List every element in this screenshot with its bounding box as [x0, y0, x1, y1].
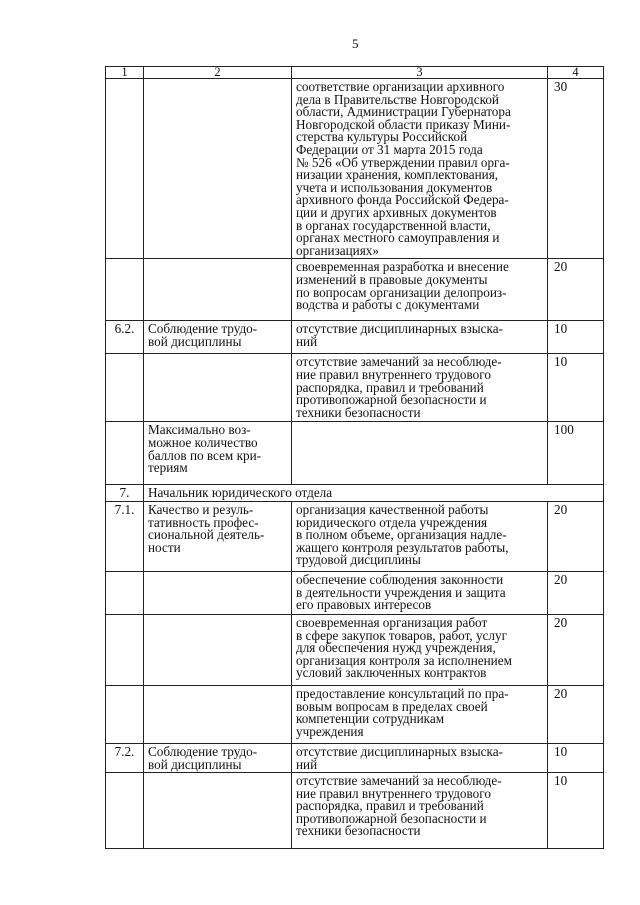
indicator-line: компетенции сотрудникам [296, 711, 445, 727]
indicator-line: отсутствие замечаний за несоблюде- [296, 354, 502, 370]
indicator-line: противопожарной безопасности и [296, 810, 487, 826]
indicator-line: ний [296, 756, 318, 772]
indicator-line: жащего контроля результатов работы, [296, 539, 509, 555]
indicator-line: техники безопасности [296, 404, 421, 420]
row-number [106, 79, 144, 259]
indicator-line: организация контроля за исполнением [296, 652, 512, 668]
indicator-cell [292, 743, 548, 772]
indicator-line: органах местного самоуправления и [296, 230, 500, 246]
indicator-line: Федерации от 31 марта 2015 года [296, 141, 483, 157]
criterion-cell [144, 354, 292, 422]
criterion-line: Максимально воз- [148, 422, 251, 438]
indicator-cell [292, 354, 548, 422]
points-cell: 10 [548, 354, 604, 422]
indicator-cell [292, 571, 548, 614]
indicator-line: № 526 «Об утверждении правил орга- [296, 154, 510, 170]
indicator-line: отсутствие дисциплинарных взыска- [296, 321, 503, 337]
points-cell: 10 [548, 773, 604, 849]
points-cell: 20 [548, 501, 604, 571]
header-cell: 4 [548, 67, 604, 79]
criterion-line: сиональной деятель- [148, 527, 265, 543]
indicator-line: низации хранения, комплектования, [296, 167, 499, 183]
criterion-cell [144, 422, 292, 485]
points-cell: 20 [548, 614, 604, 685]
indicator-line: своевременная организация работ [296, 614, 488, 630]
indicator-line: учета и использования документов [296, 179, 493, 195]
indicator-line: ции и других архивных документов [296, 204, 497, 220]
indicator-line: в сфере закупок товаров, работ, услуг [296, 627, 507, 643]
indicator-line: дела в Правительстве Новгородской [296, 91, 499, 107]
indicator-line: предоставление консультаций по пра- [296, 685, 509, 701]
criteria-table [105, 66, 604, 849]
indicator-line: по вопросам организации делопроиз- [296, 284, 507, 300]
indicator-line: соответствие организации архивного [296, 79, 505, 94]
indicator-cell [292, 773, 548, 849]
indicator-line: ний [296, 333, 318, 349]
indicator-cell [292, 614, 548, 685]
criterion-cell [144, 501, 292, 571]
indicator-cell [292, 685, 548, 743]
section-title: Начальник юридического отдела [144, 485, 604, 502]
row-number [106, 422, 144, 485]
row-number: 7. [106, 485, 144, 502]
indicator-line: архивного фонда Российской Федера- [296, 192, 509, 208]
criterion-line: баллов по всем кри- [148, 447, 262, 463]
page-number: 5 [352, 36, 359, 51]
indicator-line: ние правил внутреннего трудового [296, 785, 491, 801]
indicator-line: юридического отдела учреждения [296, 514, 488, 530]
table-row [106, 685, 604, 743]
table-row [106, 571, 604, 614]
criterion-cell [144, 773, 292, 849]
indicator-cell [292, 501, 548, 571]
indicator-line: отсутствие дисциплинарных взыска- [296, 743, 503, 759]
table-row [106, 614, 604, 685]
indicator-line: области, Администрации Губернатора [296, 104, 511, 120]
row-number [106, 259, 144, 321]
table-row [106, 501, 604, 571]
indicator-line: техники безопасности [296, 823, 421, 839]
row-number [106, 614, 144, 685]
indicator-cell [292, 259, 548, 321]
row-number [106, 685, 144, 743]
indicator-line: трудовой дисциплины [296, 552, 421, 568]
points-cell: 20 [548, 571, 604, 614]
criterion-line: Качество и резуль- [148, 501, 254, 517]
points-cell: 20 [548, 685, 604, 743]
indicator-line: обеспечение соблюдения законности [296, 571, 504, 587]
criterion-line: Соблюдение трудо- [148, 743, 258, 759]
header-row [106, 67, 604, 79]
row-number [106, 773, 144, 849]
table-row [106, 485, 604, 502]
criterion-cell [144, 259, 292, 321]
indicator-line: в органах государственной власти, [296, 217, 491, 233]
table-row [106, 422, 604, 485]
indicator-line: отсутствие замечаний за несоблюде- [296, 773, 502, 789]
criterion-cell [144, 614, 292, 685]
points-cell: 10 [548, 321, 604, 354]
table-row [106, 79, 604, 259]
table-row [106, 259, 604, 321]
criterion-cell [144, 79, 292, 259]
row-number: 6.2. [106, 321, 144, 354]
indicator-line: условий заключенных контрактов [296, 665, 487, 681]
indicator-line: организация качественной работы [296, 501, 489, 517]
indicator-line: ние правил внутреннего трудового [296, 366, 491, 382]
indicator-line: для обеспечения нужд учреждения, [296, 640, 496, 656]
row-number: 7.2. [106, 743, 144, 772]
criterion-cell [144, 321, 292, 354]
indicator-line: водства и работы с документами [296, 297, 480, 313]
criterion-line: можное количество [148, 434, 258, 450]
points-cell: 30 [548, 79, 604, 259]
criterion-cell [144, 571, 292, 614]
indicator-cell [292, 79, 548, 259]
indicator-line: распорядка, правил и требований [296, 798, 484, 814]
table-row [106, 743, 604, 772]
indicator-line: противопожарной безопасности и [296, 392, 487, 408]
indicator-line: изменений в правовые документы [296, 271, 488, 287]
criterion-cell [144, 743, 292, 772]
table-row [106, 354, 604, 422]
indicator-cell [292, 321, 548, 354]
indicator-line: распорядка, правил и требований [296, 379, 484, 395]
indicator-cell [292, 422, 548, 485]
indicator-line: организациях» [296, 242, 379, 258]
indicator-line: в деятельности учреждения и защита [296, 584, 506, 600]
row-number [106, 354, 144, 422]
criterion-line: вой дисциплины [148, 756, 242, 772]
indicator-line: его правовых интересов [296, 597, 432, 613]
indicator-line: Новгородской области приказу Мини- [296, 116, 511, 132]
indicator-line: стерства культуры Российской [296, 129, 468, 145]
header-cell: 2 [144, 67, 292, 79]
criterion-line: ности [148, 539, 181, 555]
criterion-line: Соблюдение трудо- [148, 321, 258, 337]
indicator-line: учреждения [296, 723, 364, 739]
points-cell: 20 [548, 259, 604, 321]
indicator-line: в полном объеме, организация надле- [296, 527, 507, 543]
points-cell: 100 [548, 422, 604, 485]
points-cell: 10 [548, 743, 604, 772]
criterion-cell [144, 685, 292, 743]
row-number [106, 571, 144, 614]
criterion-line: вой дисциплины [148, 333, 242, 349]
row-number: 7.1. [106, 501, 144, 571]
table-row [106, 773, 604, 849]
table-row [106, 321, 604, 354]
criterion-line: тативность профес- [148, 514, 259, 530]
indicator-line: своевременная разработка и внесение [296, 259, 509, 275]
criterion-line: териям [148, 460, 188, 476]
header-cell: 1 [106, 67, 144, 79]
header-cell: 3 [292, 67, 548, 79]
indicator-line: вовым вопросам в пределах своей [296, 698, 488, 714]
